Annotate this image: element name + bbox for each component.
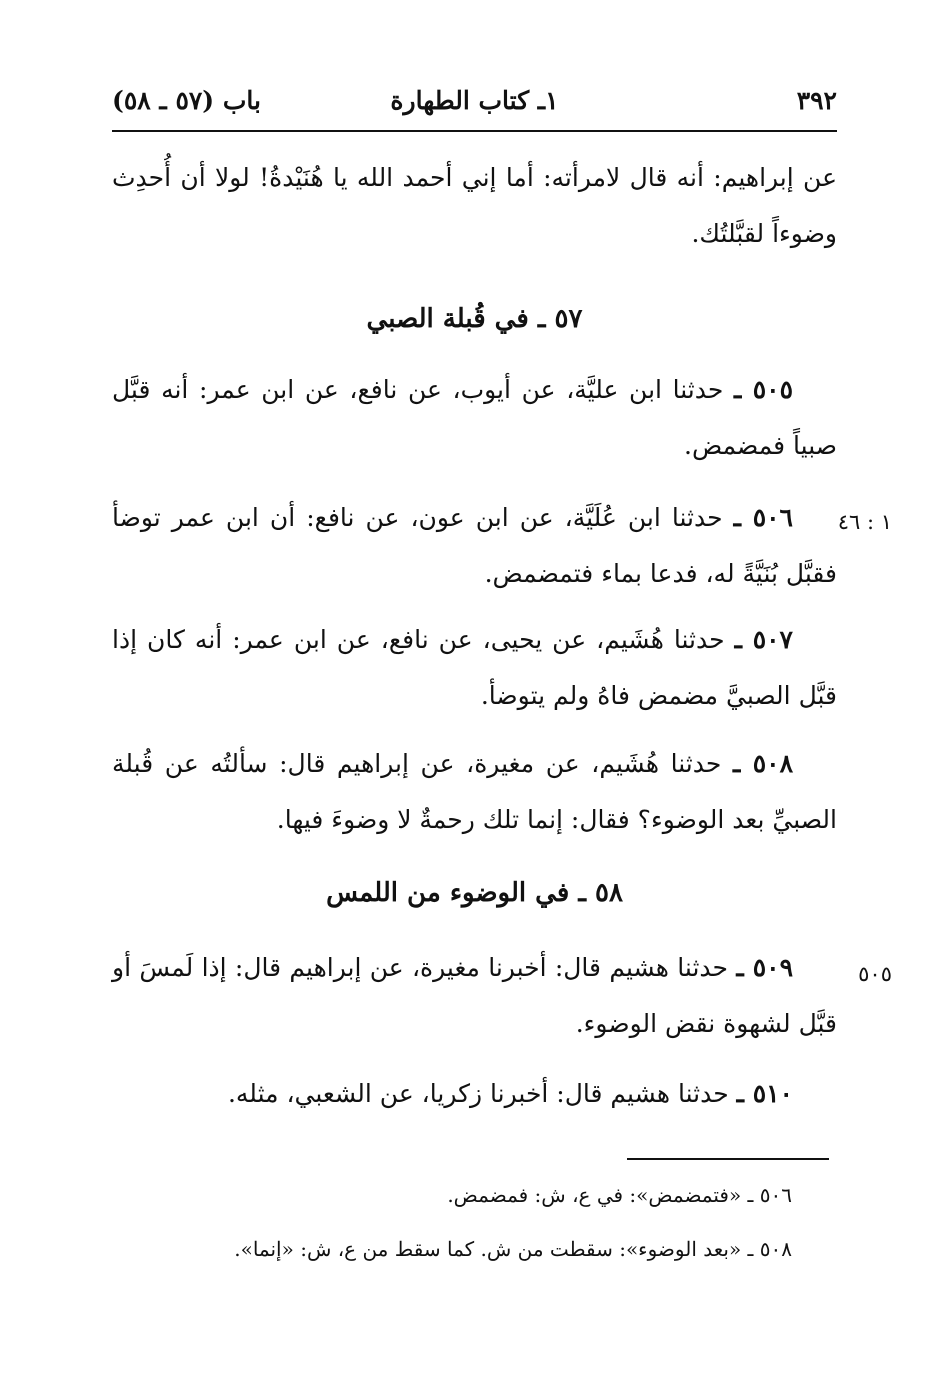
chapter-range: باب (٥٧ ـ ٥٨): [112, 86, 261, 115]
footnote-divider: [627, 1158, 829, 1160]
header-divider: [112, 130, 837, 132]
hadith-507: [112, 612, 837, 724]
hadith-509-text: حدثنا هشيم قال: أخبرنا مغيرة، عن إبراهيم قال: إذا لَمسَ أو قبَّل لشهوة نقض الوضوء.: [112, 953, 837, 1038]
hadith-506-number: ٥٠٦ ـ: [733, 503, 793, 532]
hadith-508-number: ٥٠٨ ـ: [733, 749, 794, 778]
hadith-506: [112, 490, 837, 602]
hadith-508: [112, 736, 837, 848]
hadith-509: [112, 940, 837, 1052]
running-head: [112, 86, 837, 122]
margin-ref-506: ١ : ٤٦: [837, 510, 892, 534]
hadith-506-text: حدثنا ابن عُلَيَّة، عن ابن عون، عن نافع: أن ابن عمر توضأ فقبَّل بُنَيَّةً له، فدعا بماء فتمضمض.: [112, 503, 837, 588]
page-number: ٣٩٢: [796, 86, 837, 115]
margin-ref-509: ٥٠٥: [858, 962, 892, 986]
hadith-510: [112, 1066, 837, 1122]
hadith-507-text: حدثنا هُشَيم، عن يحيى، عن نافع، عن ابن عمر: أنه كان إذا قبَّل الصبيَّ مضمض فاهُ ولم يتوضأ.: [112, 625, 837, 710]
hadith-505-number: ٥٠٥ ـ: [733, 375, 794, 404]
hadith-510-number: ٥١٠ ـ: [736, 1079, 793, 1108]
hadith-507-number: ٥٠٧ ـ: [734, 625, 793, 654]
hadith-505-text: حدثنا ابن عليَّة، عن أيوب، عن نافع، عن ابن عمر: أنه قبَّل صبياً فمضمض.: [112, 375, 837, 460]
intro-paragraph: عن إبراهيم: أنه قال لامرأته: أما إني أحمد الله يا هُنَيْدةُ! لولا أن أُحدِث وضوءاً لقبَّلتُك.: [112, 163, 837, 248]
hadith-508-text: حدثنا هُشَيم، عن مغيرة، عن إبراهيم قال: سألتُه عن قُبلة الصبيِّ بعد الوضوء؟ فقال: إنما تلك رحمةٌ لا وضوءَ فيها.: [112, 749, 837, 834]
footnote-506: ٥٠٦ ـ «فتمضمض»: في ع، ش: فمضمض.: [447, 1183, 792, 1207]
footnote-508: ٥٠٨ ـ «بعد الوضوء»: سقطت من ش. كما سقط من ع، ش: «إنما».: [234, 1237, 792, 1261]
hadith-505: [112, 362, 837, 474]
hadith-510-text: حدثنا هشيم قال: أخبرنا زكريا، عن الشعبي، مثله.: [227, 1079, 729, 1108]
chapter-58-heading: ٥٨ ـ في الوضوء من اللمس: [326, 878, 623, 908]
chapter-57-heading: ٥٧ ـ في قُبلة الصبي: [366, 304, 583, 334]
book-title: ١ـ كتاب الطهارة: [390, 86, 559, 115]
hadith-509-number: ٥٠٩ ـ: [736, 953, 794, 982]
